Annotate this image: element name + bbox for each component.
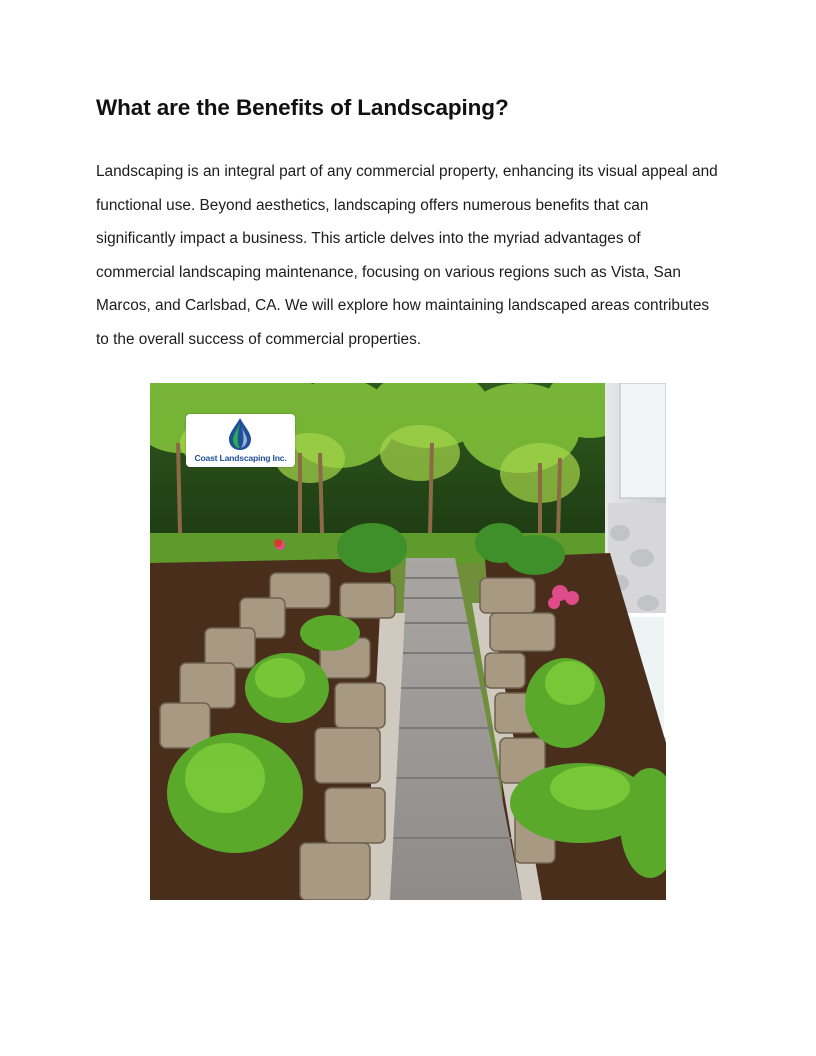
article-title: What are the Benefits of Landscaping? — [96, 95, 509, 120]
landscape-photo — [150, 383, 666, 900]
company-logo — [186, 414, 295, 467]
logo-text: Coast Landscaping Inc. — [194, 453, 287, 463]
article-intro-paragraph: Landscaping is an integral part of any commercial property, enhancing its visual appeal and functional use. Beyond aesthetics, landscaping offers numerous benefits that can significantly impact a business. This article delves into the myriad advantages of commercial landscaping maintenance, focusing on various regions such as Vista, San Marcos, and Carlsbad, CA. We will explore how maintaining landscaped areas contributes to the overall success of commercial properties. — [96, 163, 718, 348]
water-drop-icon — [225, 417, 255, 451]
